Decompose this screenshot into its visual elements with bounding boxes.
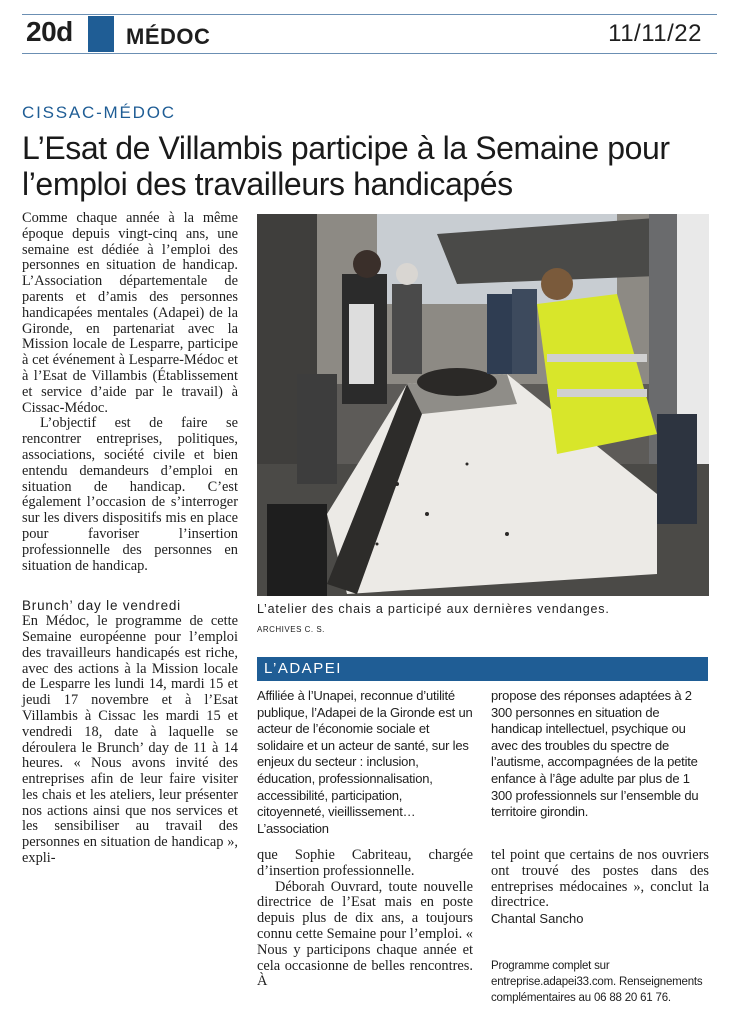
header-bottom-rule (22, 53, 717, 54)
workshop-photo (257, 214, 709, 596)
adapei-box-column-2: propose des réponses adaptées à 2 300 personnes en situation de handicap intellectuel, psychique ou avec des troubles du spectre de l’autisme, accompagnées de la petite enfance à l’âge adulte par plus de 1 300 professionnels sur l’ensemble du territoire girondin. (491, 688, 699, 820)
article-column-3 (491, 848, 709, 927)
adapei-box-title: L’ADAPEI (264, 660, 342, 677)
kicker-location: CISSAC-MÉDOC (22, 103, 176, 122)
paragraph-objective: L’objectif est de faire se rencontrer entreprises, politiques, associations, société civile et bien entendu demandeurs d’emploi en situation de handicap. C’est également l’occasion de s’interroger sur les divers dispositifs mis en place pour favoriser l’insertion professionnelle des personnes en situation de handicap. (22, 415, 238, 574)
author-signature: Chantal Sancho (491, 911, 584, 927)
adapei-box-header (257, 657, 708, 681)
paragraph-programme: En Médoc, le programme de cette Semaine européenne pour l’emploi des travailleurs handicapés est riche, avec des actions à la Mission locale de Lesparre les lundi 14, mardi 15 et jeudi 17 novembre et à l’Esat Villambis à Cissac les mardi 15 et vendredi 18, date à laquelle se déroulera le Brunch’ day de 11 à 14 heures. « Nous avons invité des entreprises afin de leur faire visiter les chais et les ateliers, leur présenter nos actions ainsi que nos services et les sensibiliser au travail des personnes en situation de handicap », expli- (22, 613, 238, 867)
article-column-1 (22, 211, 238, 867)
photo-illustration (257, 214, 709, 596)
adapei-box-column-1: Affiliée à l’Unapei, reconnue d’utilité publique, l’Adapei de la Gironde est un acteur de l’économie sociale et solidaire et un acteur de santé, sur les enjeux du secteur : inclusion, éducation, professionnalisation, accessibilité, participation, citoyenneté, vieillissement… L’association (257, 688, 473, 836)
paragraph-intro: Comme chaque année à la même époque depuis vingt-cinq ans, une semaine est dédiée à l’emploi des personnes en situation de handicap. L’Association départementale de parents et d’amis des personnes handicapées mentales (Adapei) de la Gironde, en partenariat avec la Mission locale de Lesparre, participe à cet événement à Lesparre-Médoc et à l’Esat de Villambis (Établissement et service d’aide par le travail) à Cissac-Médoc. (22, 210, 238, 416)
paragraph-quote-end: que Sophie Cabriteau, chargée d’insertion professionnelle. (257, 847, 473, 879)
headline: L’Esat de Villambis participe à la Semaine pour l’emploi des travailleurs handicapés (22, 130, 670, 202)
page-number: 20d (26, 16, 73, 47)
photo-caption: L’atelier des chais a participé aux dernières vendanges. (257, 602, 610, 616)
programme-footnote: Programme complet sur entreprise.adapei33.com. Renseignements complémentaires au 06 88 20 61 76. (491, 960, 703, 1004)
paragraph-director: Déborah Ouvrard, toute nouvelle directrice de l’Esat mais en poste depuis plus de dix ans, a toujours connu cette Semaine pour l’emploi. « Nous y participons chaque année et cela occasionne de belles rencontres. À (257, 878, 473, 990)
paragraph-conclusion: tel point que certains de nos ouvriers ont trouvé des postes dans des entreprises médocaines », conclut la directrice. (491, 847, 709, 911)
header-top-rule (22, 14, 717, 15)
subheading: Brunch’ day le vendredi (22, 598, 181, 614)
page-number-block (88, 16, 114, 52)
article-column-2 (257, 848, 473, 990)
section-title: MÉDOC (126, 24, 211, 49)
photo-credit: ARCHIVES C. S. (257, 625, 325, 634)
issue-date: 11/11/22 (608, 20, 702, 47)
